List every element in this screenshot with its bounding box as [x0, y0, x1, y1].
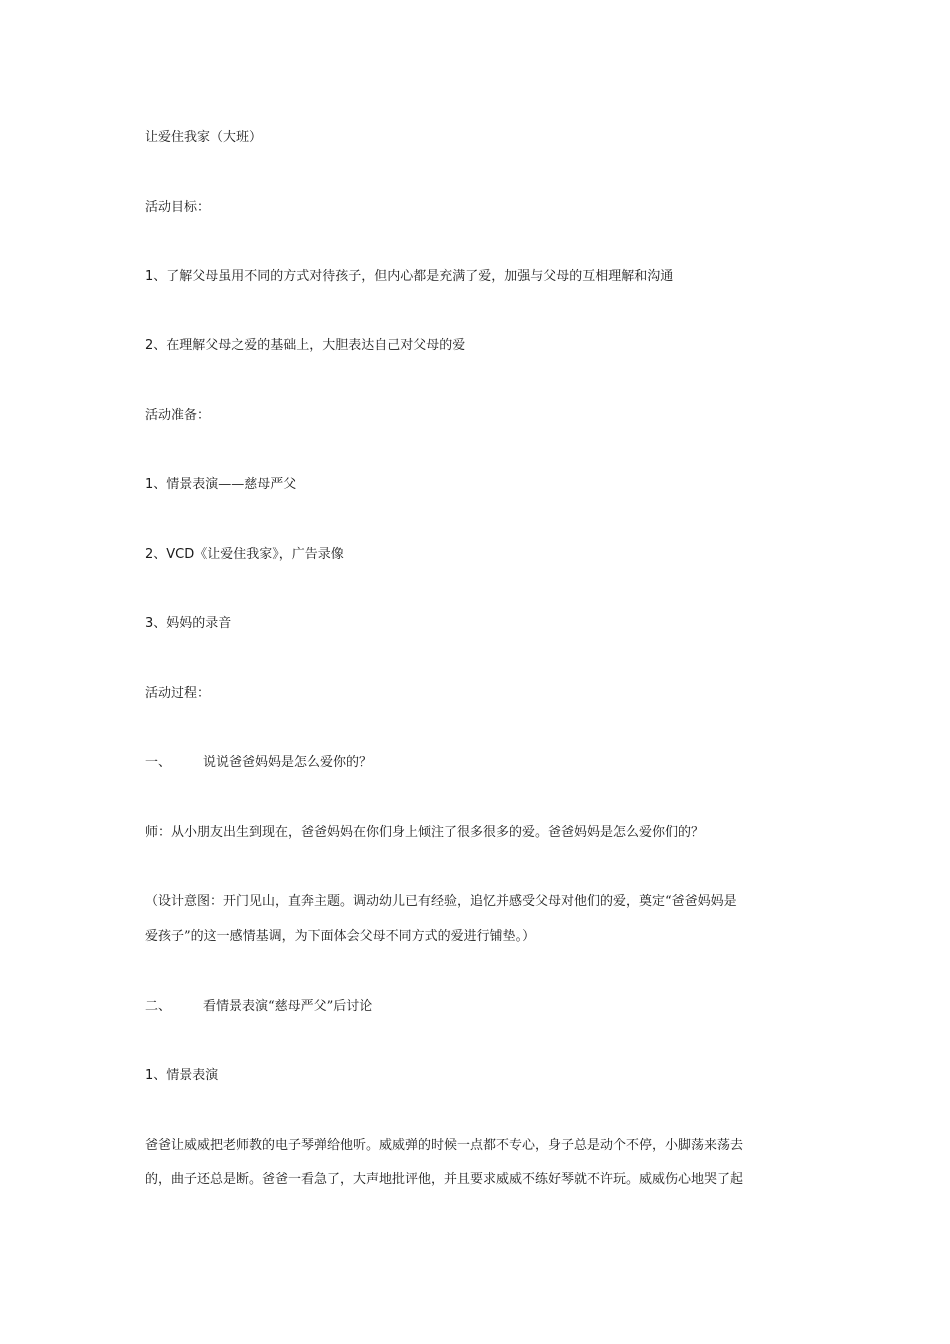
goal-item-2-number: 2 — [145, 338, 154, 353]
goal-item-2-text: 、在理解父母之爱的基础上，大胆表达自己对父母的爱 — [153, 338, 466, 353]
step-2 — [145, 998, 372, 1016]
step-1-marker: 一、 — [145, 755, 172, 770]
document-title: 让爱住我家（大班） — [145, 130, 263, 145]
sub-item-1-number: 1 — [145, 1068, 154, 1083]
teacher-line: 师：从小朋友出生到现在，爸爸妈妈在你们身上倾注了很多很多的爱。爸爸妈妈是怎么爱你们的？ — [145, 825, 705, 840]
design-note-line-1: （设计意图：开门见山，直奔主题。调动幼儿已有经验，追忆并感受父母对他们的爱，奠定“爸爸妈妈是 — [145, 894, 737, 909]
sub-item-1 — [145, 1067, 218, 1085]
prep-item-2 — [145, 546, 344, 564]
prep-heading: 活动准备： — [145, 408, 211, 423]
prep-item-1-text: 、情景表演——慈母严父 — [153, 477, 297, 492]
prep-item-1-number: 1 — [145, 477, 154, 492]
prep-item-2-text: 《让爱住我家》，广告录像 — [194, 547, 344, 562]
step-1-text: 说说爸爸妈妈是怎么爱你的？ — [203, 755, 373, 770]
goal-item-1-text: 、了解父母虽用不同的方式对待孩子，但内心都是充满了爱，加强与父母的互相理解和沟通 — [153, 269, 674, 284]
story-line-2: 的，曲子还总是断。爸爸一看急了，大声地批评他，并且要求威威不练好琴就不许玩。威威伤心地哭了起 — [145, 1172, 744, 1187]
goals-heading: 活动目标： — [145, 200, 211, 215]
prep-item-2-prefix: 2、VCD — [145, 547, 195, 562]
goal-item-1-number: 1 — [145, 269, 154, 284]
prep-item-3 — [145, 615, 231, 633]
step-2-text: 看情景表演“慈母严父”后讨论 — [203, 999, 373, 1014]
process-heading: 活动过程： — [145, 686, 211, 701]
step-1 — [145, 754, 372, 772]
prep-item-3-number: 3 — [145, 616, 154, 631]
design-note-line-2: 爱孩子”的这一感情基调，为下面体会父母不同方式的爱进行铺垫。） — [145, 929, 536, 944]
sub-item-1-text: 、情景表演 — [153, 1068, 219, 1083]
prep-item-1 — [145, 476, 296, 494]
prep-item-3-text: 、妈妈的录音 — [153, 616, 232, 631]
step-2-marker: 二、 — [145, 999, 172, 1014]
story-line-1: 爸爸让威威把老师教的电子琴弹给他听。威威弹的时候一点都不专心，身子总是动个不停，小脚荡来荡去 — [145, 1138, 744, 1153]
goal-item-1 — [145, 268, 673, 286]
goal-item-2 — [145, 337, 465, 355]
